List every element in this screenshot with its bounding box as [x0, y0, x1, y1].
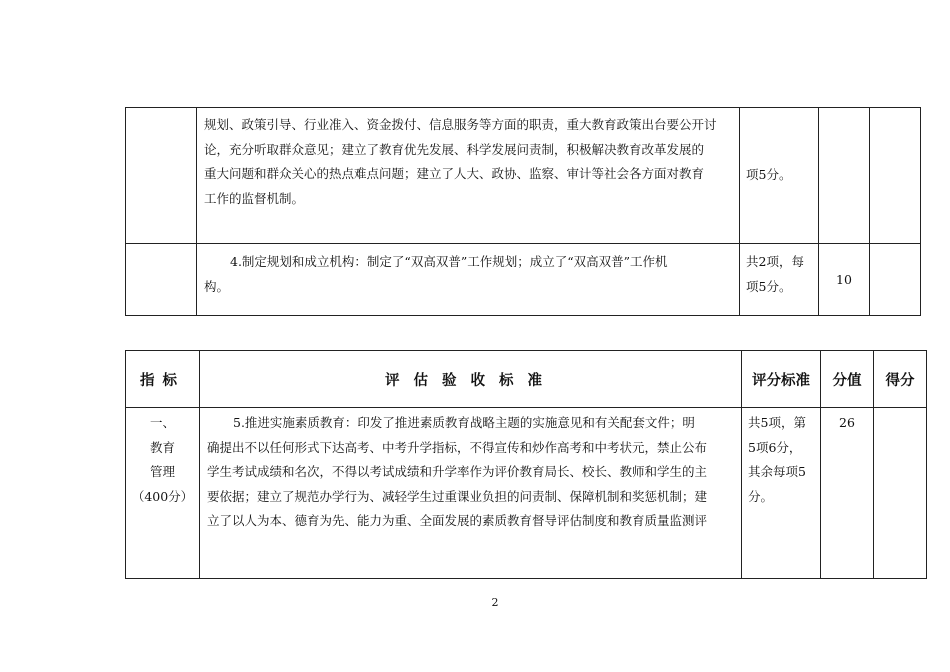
page-number: 2: [491, 596, 499, 609]
table-header-row: [126, 351, 927, 408]
indicator-cell: 一、 教育 管理 （400分）: [126, 408, 200, 579]
obtained-cell: [870, 244, 921, 316]
header-indicator: 指标: [126, 351, 200, 408]
obtained-cell: [870, 108, 921, 244]
score-standard-cell: 项5分。: [740, 108, 819, 244]
indicator-cell: [126, 108, 197, 244]
table-row: [126, 244, 921, 316]
points-cell: 26: [821, 408, 874, 579]
indicator-cell: [126, 244, 197, 316]
score-standard-cell: 共2项，每 项5分。: [740, 244, 819, 316]
header-criteria: 评估验收标准: [200, 351, 742, 408]
header-points: 分值: [821, 351, 874, 408]
continued-table: [125, 107, 921, 316]
criteria-cell: 4.制定规划和成立机构：制定了“双高双普”工作规划；成立了“双高双普”工作机 构。: [197, 244, 740, 316]
score-standard-cell: 共5项，第 5项6分， 其余每项5 分。: [742, 408, 821, 579]
points-cell: [819, 108, 870, 244]
criteria-cell: 规划、政策引导、行业准入、资金拨付、信息服务等方面的职责，重大教育政策出台要公开讨 论，充分听取群众意见；建立了教育优先发展、科学发展问责制，积极解决教育改革发展的 重大问题和群众关心的热点难点问题；建立了人大、政协、监察、审计等社会各方面对教育 工作的监督机制。: [197, 108, 740, 244]
table-row: [126, 408, 927, 579]
evaluation-table: [125, 350, 927, 579]
header-obtained: 得分: [874, 351, 927, 408]
obtained-cell: [874, 408, 927, 579]
points-cell: 10: [819, 244, 870, 316]
header-score-standard: 评分标准: [742, 351, 821, 408]
criteria-cell: 5.推进实施素质教育：印发了推进素质教育战略主题的实施意见和有关配套文件；明 确提出不以任何形式下达高考、中考升学指标，不得宣传和炒作高考和中考状元，禁止公布 学生考试成绩和名次，不得以考试成绩和升学率作为评价教育局长、校长、教师和学生的主 要依据；建立了规范办学行为、减轻学生过重课业负担的问责制、保障机制和奖惩机制；建 立了以人为本、德育为先、能力为重、全面发展的素质教育督导评估制度和教育质量监测评: [200, 408, 742, 579]
table-row: [126, 108, 921, 244]
